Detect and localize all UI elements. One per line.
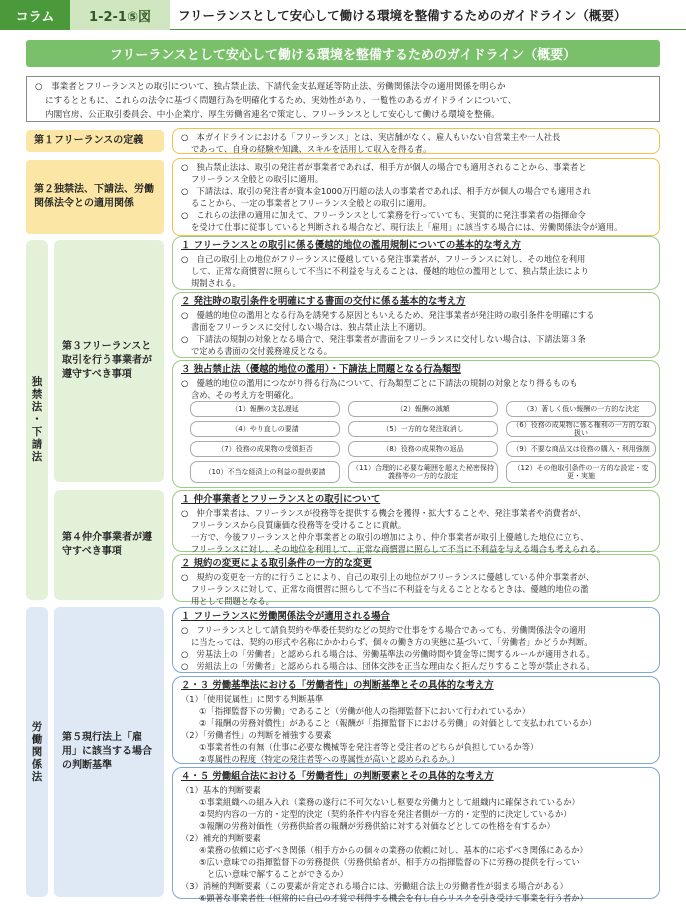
definition-line: であって、自身の経験や知識、スキルを活用して収入を得る者。 (191, 144, 432, 154)
body-line: 含め、その考え方を明確化。 (191, 390, 299, 400)
violation-type-cell: （5）一方的な発注取消し (348, 421, 498, 437)
section-4-box-1 (172, 490, 660, 552)
intro-line: にするとともに、これらの法令に基づく問題行為を明確化するため、実効性があり、一覧性のあるガイドラインについて、 (45, 96, 517, 106)
body-line: に当たっては、契約の形式や名称にかかわらず、個々の働き方の実態に基づいて、「労働者」かどうか判断。 (191, 637, 593, 647)
body-line: フリーランスに対して、正常な商慣習に照らして不当に不利益を与えることとなるときは、優越的地位の濫 (191, 584, 589, 594)
column-tag: コラム (0, 0, 70, 30)
violation-type-cell: （10）不当な経済上の利益の提供要請 (190, 461, 340, 483)
law-line: ○ これらの法律の適用に加えて、フリーランスとして業務を行っていても、実質的に発注事業者の指揮命令 (181, 210, 586, 220)
violation-type-cell: （1）報酬の支払遅延 (190, 401, 340, 417)
violation-type-cell: （3）著しく低い報酬の一方的な決定 (506, 401, 656, 417)
subsection-title: ２ 規約の変更による取引条件の一方的な変更 (181, 558, 372, 569)
body-line: ○ 優越的地位の濫用につながり得る行為について、行為類型ごとに下請法の規制の対象となり得るものも (181, 378, 578, 388)
figure-number: 1-2-1⑤図 (70, 0, 170, 30)
body-line: （3）消極的判断要素（この要素が肯定される場合には、労働組合法上の労働者性が弱まる場合がある） (181, 881, 568, 891)
law-line: ○ 下請法は、取引の発注者が資本金1000万円超の法人の事業者であれば、相手方が個人の場合でも適用され (181, 186, 592, 196)
violation-type-cell: （9）不要な商品又は役務の購入・利用強制 (506, 441, 656, 457)
section-3-box-1 (172, 236, 660, 290)
section-5-box-3 (172, 767, 660, 903)
section-3-label: 第３フリーランスと取引を行う事業者が遵守すべき事項 (54, 240, 164, 482)
subsection-title: １ フリーランスに労働関係法令が適用される場合 (181, 611, 390, 622)
body-line: フリーランスに対し、その地位を利用して、正常な商慣習に照らして不当に不利益を与える場合も考えられる。 (191, 544, 606, 554)
section-5-box-2 (172, 676, 660, 764)
body-line: 用として問題となる。 (191, 596, 274, 606)
violation-type-cell: （7）役務の成果物の受領拒否 (190, 441, 340, 457)
body-line: ①事業組織への組み入れ（業務の遂行に不可欠ないし枢要な労働力として組織内に確保されているか） (199, 797, 580, 807)
law-line: フリーランス全般との取引に適用。 (191, 174, 324, 184)
body-line: ②専属性の程度（特定の発注者等への専属性が高いと認められるか。） (199, 754, 460, 764)
section-3-box-2 (172, 292, 660, 358)
section-5-label: 第５現行法上「雇用」に該当する場合の判断基準 (54, 607, 164, 897)
section-4-box-2 (172, 554, 660, 606)
section-1-box (172, 128, 660, 154)
body-line: ○ 優越的地位の濫用となる行為を誘発する原因ともいえるため、発注事業者が発注時の取引条件を明確にする (181, 310, 595, 320)
body-line: ②「報酬の労務対償性」があること（報酬が「指揮監督下における労働」の対価として支払われているか） (199, 718, 597, 728)
body-line: ③報酬の労務対価性（労務供給者の報酬が労務供給に対する対価などとしての性格を有するか） (199, 821, 555, 831)
body-line: で定める書面の交付義務違反となる。 (191, 346, 333, 356)
section-2-box (172, 158, 660, 236)
section-2-label: 第２独禁法、下請法、労働関係法令との適用関係 (26, 160, 164, 234)
law-line: ることから、一定の事業者とフリーランス全般との取引に適用。 (191, 198, 432, 208)
section-1-label: 第１フリーランスの定義 (26, 130, 164, 152)
body-line: ②契約内容の一方的・定型的決定（契約条件や内容を発注者側が一方的・定型的に決定しているか） (199, 809, 572, 819)
intro-line: ○ 事業者とフリーランスとの取引について、独占禁止法、下請代金支払遅延等防止法、労働関係法令の適用関係を明らか (35, 82, 506, 92)
violation-type-cell: （12）その他取引条件の一方的な設定・変更・実施 (506, 461, 656, 483)
violation-type-grid (190, 401, 650, 483)
body-line: ○ 労組法上の「労働者」と認められる場合は、団体交渉を正当な理由なく拒んだりすること等が禁止される。 (181, 661, 595, 671)
body-line: ⑥顕著な事業者性（恒常的に自己の才覚で利得する機会を有し自らリスクを引き受けて事業を行う者か） (199, 893, 588, 903)
body-line: （2）「労働者性」の判断を補強する要素 (181, 730, 332, 740)
body-line: と広い意味で解することができるか） (207, 869, 349, 879)
body-line: （1）基本的判断要素 (181, 785, 261, 795)
body-line: ○ 下請法の規制の対象となる場合で、発注事業者が書面をフリーランスに交付しない場合は、下請法第３条 (181, 334, 586, 344)
law-line: ○ 独占禁止法は、取引の発注者が事業者であれば、相手方が個人の場合でも適用されることから、事業者と (181, 162, 587, 172)
body-line: ①事業者性の有無（仕事に必要な機械等を発注者等と受注者のどちらが負担しているか等） (199, 742, 539, 752)
category-antimonopoly: 独禁法・下請法 (26, 240, 48, 600)
page-header (0, 0, 686, 30)
subsection-title: ３ 独占禁止法（優越的地位の濫用）・下請法上問題となる行為類型 (181, 364, 461, 375)
subsection-title: ４・５ 労働組合法における「労働者性」の判断要素とその具体的な考え方 (181, 771, 494, 782)
section-5-box-1 (172, 607, 660, 673)
body-line: ○ 仲介事業者は、フリーランスが役務等を提供する機会を獲得・拡大することや、発注事業者や消費者が、 (181, 508, 586, 518)
body-line: 規制される。 (191, 278, 241, 288)
intro-line: 内閣官房、公正取引委員会、中小企業庁、厚生労働省連名で策定し、フリーランスとして安心して働ける環境を整備。 (45, 110, 500, 120)
section-4-label: 第４仲介事業者が遵守すべき事項 (54, 490, 164, 600)
body-line: 書面をフリーランスに交付しない場合は、独占禁止法上不適切。 (191, 322, 432, 332)
body-line: ○ フリーランスとして請負契約や準委任契約などの契約で仕事をする場合であっても、労働関係法令の適用 (181, 625, 586, 635)
subsection-title: １ フリーランスとの取引に係る優越的地位の濫用規制についての基本的な考え方 (181, 240, 521, 251)
subsection-title: ２・３ 労働基準法における「労働者性」の判断基準とその具体的な考え方 (181, 680, 494, 691)
category-labor-law: 労働関係法 (26, 607, 48, 897)
body-line: フリーランスから良質廉価な役務等を受けることに貢献。 (191, 520, 407, 530)
intro-box (26, 76, 660, 122)
violation-type-cell: （11）合理的に必要な範囲を超えた秘密保持義務等の一方的な設定 (348, 461, 498, 483)
body-line: ○ 自己の取引上の地位がフリーランスに優越している発注事業者が、フリーランスに対し、その地位を利用 (181, 254, 586, 264)
subsection-title: ２ 発注時の取引条件を明確にする書面の交付に係る基本的な考え方 (181, 296, 466, 307)
guideline-banner: フリーランスとして安心して働ける環境を整備するためのガイドライン（概要） (26, 40, 660, 67)
body-line: して、正常な商慣習に照らして不当に不利益を与えることは、優越的地位の濫用として、独占禁止法により (191, 266, 589, 276)
body-line: ④業務の依頼に応ずべき関係（相手方からの個々の業務の依頼に対し、基本的に応ずべき関係にあるか） (199, 845, 588, 855)
body-line: ○ 規約の変更を一方的に行うことにより、自己の取引上の地位がフリーランスに優越している仲介事業者が、 (181, 572, 595, 582)
body-line: （2）補充的判断要素 (181, 833, 261, 843)
body-line: ○ 労基法上の「労働者」と認められる場合は、労働基準法の労働時間や賃金等に関するルールが適用される。 (181, 649, 595, 659)
figure-title: フリーランスとして安心して働ける環境を整備するためのガイドライン（概要） (178, 8, 627, 23)
violation-type-cell: （2）報酬の減額 (348, 401, 498, 417)
body-line: ①「指揮監督下の労働」であること（労働が他人の指揮監督下において行われているか） (199, 706, 531, 716)
violation-type-cell: （8）役務の成果物の返品 (348, 441, 498, 457)
violation-type-cell: （6）役務の成果物に係る権利の一方的な取扱い (506, 421, 656, 437)
subsection-title: １ 仲介事業者とフリーランスとの取引について (181, 494, 381, 505)
definition-line: ○ 本ガイドラインにおける「フリーランス」とは、実店舗がなく、雇人もいない自営業主や一人社長 (181, 132, 561, 142)
header-divider (170, 29, 686, 30)
law-line: を受けて仕事に従事していると判断される場合など、現行法上「雇用」に該当する場合には、労働関係法令が適用。 (191, 222, 623, 232)
body-line: 一方で、今後フリーランスと仲介事業者との取引の増加により、仲介事業者が取引上優越した地位に立ち、 (191, 532, 589, 542)
body-line: ⑤広い意味での指揮監督下の労務提供（労務供給者が、相手方の指揮監督の下に労務の提供を行ってい (199, 857, 580, 867)
body-line: （1）「使用従属性」に関する判断基準 (181, 694, 324, 704)
violation-type-cell: （4）やり直しの要請 (190, 421, 340, 437)
